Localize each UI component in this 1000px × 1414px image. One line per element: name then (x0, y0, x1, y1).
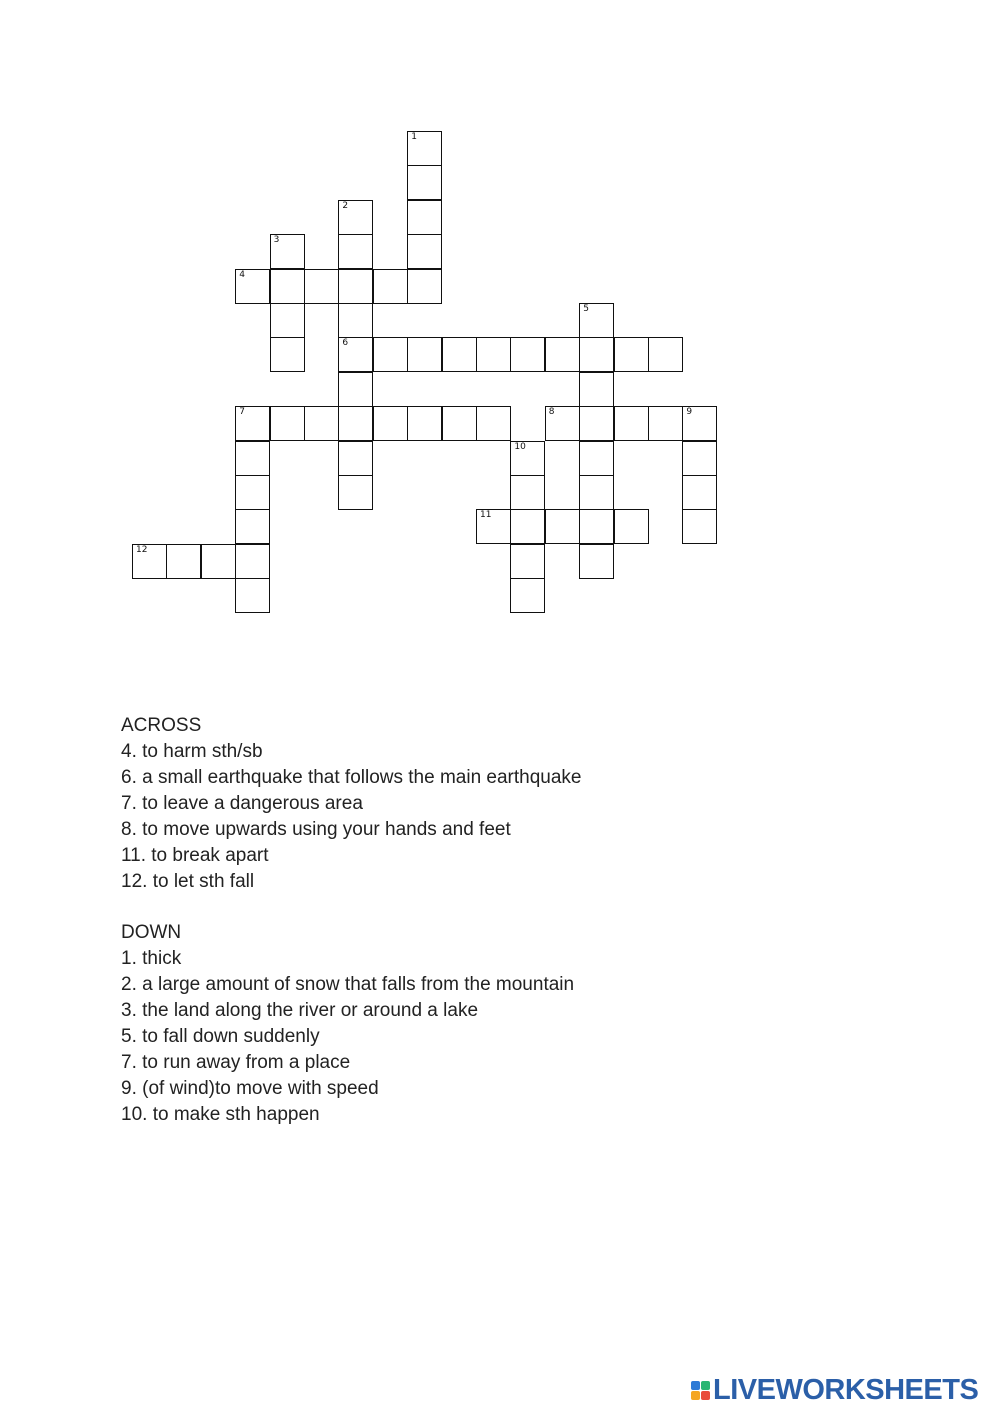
crossword-cell-input[interactable] (511, 442, 544, 475)
clue-number: 9 (686, 407, 693, 418)
crossword-cell-input[interactable] (339, 407, 372, 440)
crossword-cell-input[interactable] (477, 338, 510, 371)
crossword-cell[interactable] (579, 544, 614, 579)
crossword-cell[interactable] (442, 337, 477, 372)
crossword-cell[interactable] (510, 544, 545, 579)
crossword-cell-input[interactable] (408, 270, 441, 303)
crossword-cell-input[interactable] (271, 270, 304, 303)
crossword-cell[interactable] (614, 509, 649, 544)
crossword-cell[interactable] (373, 406, 408, 441)
clue-number: 4 (239, 269, 245, 280)
crossword-cell-input[interactable] (236, 442, 269, 475)
crossword-cell-input[interactable] (683, 407, 716, 440)
crossword-cell[interactable] (338, 303, 373, 338)
down-clue-3: 3. the land along the river or around a lake (121, 1000, 479, 1021)
across-clue-4: 4. to harm sth/sb (121, 741, 263, 762)
crossword-cell-input[interactable] (236, 545, 269, 578)
crossword-cell[interactable] (476, 509, 511, 544)
crossword-cell[interactable] (682, 441, 717, 476)
crossword-cell-input[interactable] (580, 304, 613, 337)
crossword-cell[interactable] (579, 406, 614, 441)
crossword-cell-input[interactable] (408, 235, 441, 268)
crossword-cell-input[interactable] (408, 132, 441, 165)
crossword-cell-input[interactable] (236, 510, 269, 543)
down-clue-10: 10. to make sth happen (121, 1104, 320, 1125)
clue-number: 7 (239, 407, 245, 418)
logo-square-icon (701, 1381, 710, 1390)
crossword-cell[interactable] (338, 441, 373, 476)
crossword-cell[interactable] (270, 337, 305, 372)
crossword-cell-input[interactable] (580, 338, 613, 371)
crossword-cell-input[interactable] (511, 579, 544, 612)
crossword-cell-input[interactable] (580, 476, 613, 509)
across-clue-12: 12. to let sth fall (121, 871, 255, 892)
crossword-cell[interactable] (682, 406, 717, 441)
crossword-cell[interactable] (373, 269, 408, 304)
crossword-cell[interactable] (270, 269, 305, 304)
crossword-cell[interactable] (442, 406, 477, 441)
crossword-cell-input[interactable] (546, 338, 579, 371)
crossword-cell[interactable] (579, 303, 614, 338)
crossword-cell-input[interactable] (236, 476, 269, 509)
crossword-cell-input[interactable] (511, 510, 544, 543)
crossword-cell[interactable] (579, 475, 614, 510)
crossword-cell[interactable] (579, 441, 614, 476)
down-clue-7: 7. to run away from a place (121, 1052, 351, 1073)
down-heading: DOWN (121, 922, 182, 943)
crossword-cell-input[interactable] (615, 338, 648, 371)
crossword-cell[interactable] (648, 406, 683, 441)
crossword-cell[interactable] (338, 234, 373, 269)
crossword-cell-input[interactable] (374, 407, 407, 440)
crossword-cell[interactable] (338, 337, 373, 372)
crossword-cell-input[interactable] (511, 476, 544, 509)
crossword-cell[interactable] (166, 544, 201, 579)
crossword-cell[interactable] (545, 509, 580, 544)
crossword-cell-input[interactable] (546, 510, 579, 543)
crossword-cell-input[interactable] (683, 442, 716, 475)
crossword-cell-input[interactable] (511, 338, 544, 371)
crossword-cell[interactable] (235, 475, 270, 510)
clues-section (121, 713, 821, 1128)
crossword-cell-input[interactable] (580, 510, 613, 543)
crossword-cell-input[interactable] (236, 270, 269, 303)
crossword-cell-input[interactable] (236, 407, 269, 440)
crossword-cell-input[interactable] (580, 373, 613, 406)
across-heading: ACROSS (121, 715, 202, 736)
crossword-cell-input[interactable] (443, 338, 476, 371)
crossword-cell[interactable] (338, 406, 373, 441)
crossword-cell[interactable] (579, 372, 614, 407)
crossword-cell-input[interactable] (683, 476, 716, 509)
crossword-cell-input[interactable] (339, 476, 372, 509)
crossword-cell-input[interactable] (580, 407, 613, 440)
crossword-cell[interactable] (270, 234, 305, 269)
crossword-cell-input[interactable] (339, 270, 372, 303)
crossword-cell[interactable] (407, 234, 442, 269)
crossword-cell[interactable] (476, 406, 511, 441)
crossword-cell-input[interactable] (580, 442, 613, 475)
clue-number: 8 (548, 407, 555, 418)
crossword-cell-input[interactable] (649, 338, 682, 371)
down-clue-1: 1. thick (121, 948, 182, 969)
crossword-cell[interactable] (614, 337, 649, 372)
crossword-cell[interactable] (235, 578, 270, 613)
crossword-cell[interactable] (407, 406, 442, 441)
liveworksheets-logo (691, 1374, 978, 1406)
crossword-cell-input[interactable] (271, 338, 304, 371)
crossword-cell[interactable] (579, 337, 614, 372)
crossword-cell-input[interactable] (202, 545, 235, 578)
crossword-cell[interactable] (407, 200, 442, 235)
crossword-cell[interactable] (510, 475, 545, 510)
logo-square-icon (701, 1391, 710, 1400)
crossword-cell[interactable] (235, 406, 270, 441)
crossword-cell[interactable] (235, 544, 270, 579)
crossword-cell[interactable] (682, 509, 717, 544)
crossword-cell-input[interactable] (477, 407, 510, 440)
crossword-cell[interactable] (510, 578, 545, 613)
crossword-cell-input[interactable] (339, 442, 372, 475)
crossword-cell-input[interactable] (236, 579, 269, 612)
crossword-cell[interactable] (407, 165, 442, 200)
crossword-cell[interactable] (304, 406, 339, 441)
crossword-cell[interactable] (201, 544, 236, 579)
clue-number: 10 (514, 441, 526, 452)
clue-spacer (121, 895, 821, 920)
crossword-cell-input[interactable] (374, 338, 407, 371)
crossword-cell[interactable] (270, 406, 305, 441)
crossword-cell[interactable] (510, 509, 545, 544)
crossword-cell[interactable] (579, 509, 614, 544)
crossword-cell[interactable] (338, 475, 373, 510)
crossword-cell-input[interactable] (511, 545, 544, 578)
crossword-cell[interactable] (510, 337, 545, 372)
across-clue-6: 6. a small earthquake that follows the main earthquake (121, 767, 582, 788)
crossword-cell-input[interactable] (271, 235, 304, 268)
crossword-cell-input[interactable] (271, 407, 304, 440)
crossword-cell-input[interactable] (305, 407, 338, 440)
down-clue-5: 5. to fall down suddenly (121, 1026, 320, 1047)
clue-number: 1 (411, 132, 417, 142)
crossword-cell-input[interactable] (167, 545, 200, 578)
crossword-cell[interactable] (614, 406, 649, 441)
crossword-cell-input[interactable] (305, 270, 338, 303)
across-clue-7: 7. to leave a dangerous area (121, 793, 363, 814)
logo-text: LIVEWORKSHEETS (713, 1373, 979, 1406)
crossword-cell[interactable] (407, 337, 442, 372)
crossword-cell[interactable] (407, 131, 442, 166)
clue-number: 5 (583, 304, 589, 314)
crossword-cell[interactable] (338, 372, 373, 407)
crossword-cell[interactable] (682, 475, 717, 510)
logo-icon (691, 1381, 710, 1400)
logo-square-icon (691, 1391, 700, 1400)
down-clue-9: 9. (of wind)to move with speed (121, 1078, 379, 1099)
crossword-cell-input[interactable] (374, 270, 407, 303)
crossword-cell-input[interactable] (339, 338, 372, 371)
crossword-cell-input[interactable] (339, 201, 372, 234)
crossword-cell[interactable] (373, 337, 408, 372)
crossword-cell[interactable] (338, 269, 373, 304)
clue-number: 2 (342, 200, 349, 211)
crossword-cell-input[interactable] (339, 235, 372, 268)
crossword-cell[interactable] (407, 269, 442, 304)
across-clue-11: 11. to break apart (121, 845, 269, 866)
crossword-cell[interactable] (235, 269, 270, 304)
crossword-grid (0, 0, 1000, 640)
clue-number: 11 (480, 510, 492, 521)
crossword-cell-input[interactable] (649, 407, 682, 440)
crossword-cell[interactable] (476, 337, 511, 372)
crossword-cell-input[interactable] (443, 407, 476, 440)
clue-number: 12 (136, 544, 148, 555)
down-clue-2: 2. a large amount of snow that falls from the mountain (121, 974, 575, 995)
crossword-cell-input[interactable] (408, 201, 441, 234)
crossword-cell-input[interactable] (580, 545, 613, 578)
crossword-cell[interactable] (338, 200, 373, 235)
crossword-cell-input[interactable] (133, 545, 166, 578)
crossword-cell-input[interactable] (683, 510, 716, 543)
crossword-cell-input[interactable] (408, 407, 441, 440)
clue-number: 3 (273, 235, 280, 246)
logo-square-icon (691, 1381, 700, 1390)
crossword-cell[interactable] (235, 441, 270, 476)
crossword-cell[interactable] (132, 544, 167, 579)
crossword-cell-input[interactable] (477, 510, 510, 543)
crossword-cell-input[interactable] (546, 407, 579, 440)
crossword-cell-input[interactable] (339, 373, 372, 406)
crossword-cell[interactable] (235, 509, 270, 544)
crossword-cell[interactable] (304, 269, 339, 304)
crossword-cell[interactable] (545, 337, 580, 372)
crossword-cell[interactable] (270, 303, 305, 338)
crossword-cell-input[interactable] (339, 304, 372, 337)
across-clue-8: 8. to move upwards using your hands and feet (121, 819, 511, 840)
crossword-cell-input[interactable] (408, 338, 441, 371)
crossword-cell-input[interactable] (615, 407, 648, 440)
crossword-cell[interactable] (510, 441, 545, 476)
crossword-cell[interactable] (545, 406, 580, 441)
clue-number: 6 (342, 338, 349, 349)
crossword-cell-input[interactable] (615, 510, 648, 543)
crossword-cell-input[interactable] (271, 304, 304, 337)
crossword-cell[interactable] (648, 337, 683, 372)
crossword-cell-input[interactable] (408, 166, 441, 199)
